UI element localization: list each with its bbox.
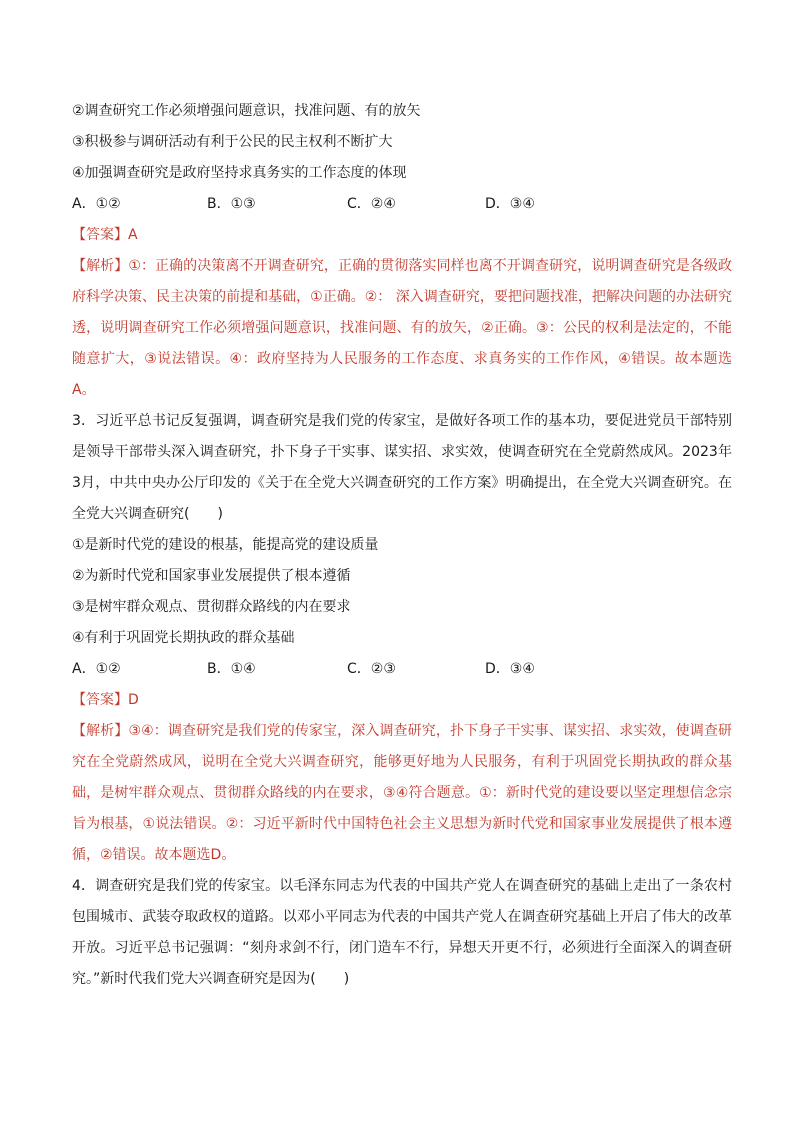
q2-answer (72, 220, 732, 251)
q3-answer (72, 685, 732, 716)
q3-choice-b: B．①④ (207, 661, 256, 677)
q3-analysis-text: ③④：调查研究是我们党的传家宝，深入调查研究，扑下身子干实事、谋实招、求实效，使调查研究在全党蔚然成风，说明在全党大兴调查研究，能够更好地为人民服务，有利于巩固党长期执政的群众基础，是树牢群众观点、贯彻群众路线的内在要求，③④符合题意。①：新时代党的建设要以坚定理想信念宗旨为根基，①说法错误。②：习近平新时代中国特色社会主义思想为新时代党和国家事业发展提供了根本遵循，②错误。故本题选D。 (72, 723, 733, 863)
q3-option-1: ①是新时代党的建设的根基，能提高党的建设质量 (72, 537, 379, 553)
q4-stem: 4．调查研究是我们党的传家宝。以毛泽东同志为代表的中国共产党人在调查研究的基础上走出了一条农村包围城市、武装夺取政权的道路。以邓小平同志为代表的中国共产党人在调查研究基础上开启了伟大的改革开放。习近平总书记强调：“刻舟求剑不行，闭门造车不行，异想天开更不行，必须进行全面深入的调查研究。”新时代我们党大兴调查研究是因为( ) (72, 878, 732, 987)
q2-analysis (72, 251, 732, 406)
q2-choice-b: B．①③ (207, 196, 256, 212)
q3-choices (72, 654, 732, 685)
q2-answer-value: A (128, 227, 138, 243)
q3-answer-value: D (128, 692, 139, 708)
q2-option-3: ③积极参与调研活动有利于公民的民主权利不断扩大 (72, 134, 393, 150)
q2-choice-c: C．②④ (347, 196, 396, 212)
q3-choice-c: C．②③ (347, 661, 396, 677)
q3-choice-d: D．③④ (485, 661, 535, 677)
q3-option-3: ③是树牢群众观点、贯彻群众路线的内在要求 (72, 599, 351, 615)
q2-analysis-text: ①：正确的决策离不开调查研究，正确的贯彻落实同样也离不开调查研究，说明调查研究是各级政府科学决策、民主决策的前提和基础，①正确。②： 深入调查研究，要把问题找准，把解决问题的办法研究透，说明调查研究工作必须增强问题意识，找准问题、有的放矢，②正确。③：公民的权利是法定的，不能随意扩大，③说法错误。④：政府坚持为人民服务的工作态度、求真务实的工作作风，④错误。故本题选A。 (72, 258, 732, 398)
q2-choice-a: A．①② (72, 196, 121, 212)
q2-option-2: ②调查研究工作必须增强问题意识，找准问题、有的放矢 (72, 103, 421, 119)
q3-choice-a: A．①② (72, 661, 121, 677)
q3-option-2: ②为新时代党和国家事业发展提供了根本遵循 (72, 568, 351, 584)
document-page (72, 96, 732, 995)
q3-stem: 3．习近平总书记反复强调，调查研究是我们党的传家宝，是做好各项工作的基本功，要促进党员干部特别是领导干部带头深入调查研究，扑下身子干实事、谋实招、求实效，使调查研究在全党蔚然成风。2023年3月，中共中央办公厅印发的《关于在全党大兴调查研究的工作方案》明确提出，在全党大兴调查研究。在全党大兴调查研究( ) (72, 413, 732, 522)
q3-analysis (72, 716, 732, 871)
q2-analysis-label: 【解析】 (72, 258, 129, 274)
q2-choice-d: D．③④ (485, 196, 535, 212)
q2-option-4: ④加强调查研究是政府坚持求真务实的工作态度的体现 (72, 165, 407, 181)
q3-answer-label: 【答案】 (72, 692, 128, 708)
q2-choices (72, 189, 732, 220)
q3-option-4: ④有利于巩固党长期执政的群众基础 (72, 630, 295, 646)
q3-analysis-label: 【解析】 (72, 723, 129, 739)
q2-answer-label: 【答案】 (72, 227, 128, 243)
